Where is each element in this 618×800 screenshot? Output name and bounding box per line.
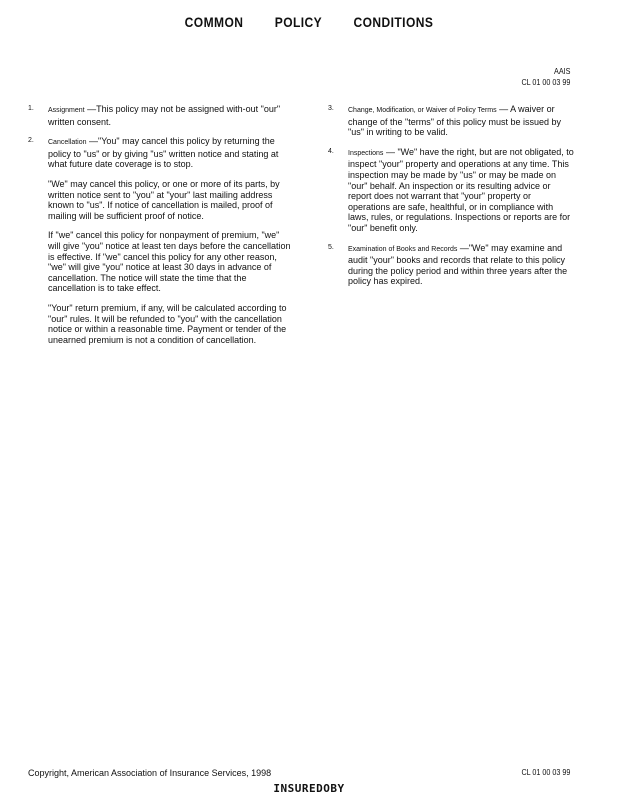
item-text: —"We" may examine and audit "your" books and records that relate to this policy during the policy period and within three years after the policy has expired. [348,242,568,287]
cancellation-paragraph-2: "We" may cancel this policy, or one or more of its parts, by written notice sent to "you" at "your" last mailing address known to "us". If notice of cancellation is mailed, proof of mailing will be sufficient proof of notice. [48,178,280,221]
item-number: 1. [28,105,34,112]
cancellation-paragraph-4: "Your" return premium, if any, will be calculated according to "our" rules. It will be refunded to "you" with the cancellation notice or within a reasonable time. Payment or tender of the unearned premium is not a condition of cancellation. [48,302,287,345]
item-heading: Cancellation [48,139,87,147]
form-issuer: AAIS [553,67,570,76]
item-heading: Assignment [48,107,85,114]
right-column [328,104,574,296]
condition-examination [328,243,574,287]
title-word-1: COMMON [184,14,244,30]
item-heading: Inspections [348,149,384,157]
item-text: — "We" have the right, but are not obligated, to inspect "your" property and operations at any time. This inspection may be made by "us" or may be made on "our" behalf. An inspection or its resulting advice or report does not warrant that "your" property or operations are safe, healthful, or in compliance with laws, rules, or regulations. Inspections or reports are for "our" benefit only. [348,146,574,233]
left-column [28,104,294,354]
item-text: —This policy may not be assigned with-out "our" written consent. [48,104,281,127]
condition-change-modification [328,104,574,138]
title-word-3: CONDITIONS [353,14,434,30]
item-text: — A waiver or change of the "terms" of this policy must be issued by "us" in writing to be valid. [348,104,561,138]
title-word-2: POLICY [274,14,323,30]
condition-assignment [28,104,294,127]
cancellation-paragraph-3: If "we" cancel this policy for nonpayment of premium, "we" will give "you" notice at least ten days before the cancellation is effective. If "we" cancel this policy for any other reason, "we" will give "you" notice at least 30 days in advance of cancellation. The notice will state the time that the cancellation is to take effect. [48,230,291,294]
brand-watermark: INSUREDOBY [273,782,345,795]
condition-cancellation [28,136,294,170]
document-title [43,14,574,30]
copyright-notice: Copyright, American Association of Insurance Services, 1998 [28,768,272,778]
item-number: 2. [28,137,34,145]
footer-form-number: CL 01 00 03 99 [521,768,570,777]
item-heading: Change, Modification, or Waiver of Policy Terms [348,107,497,114]
item-number: 5. [328,243,334,251]
item-text: —"You" may cancel this policy by returning the policy to "us" or by giving "us" written notice and stating at what future date coverage is to stop. [48,136,279,170]
item-heading: Examination of Books and Records [348,245,458,253]
item-number: 4. [328,147,334,155]
condition-inspections [328,147,574,234]
form-code-header [521,66,570,88]
item-number: 3. [328,105,334,112]
form-number: CL 01 00 03 99 [521,78,570,87]
